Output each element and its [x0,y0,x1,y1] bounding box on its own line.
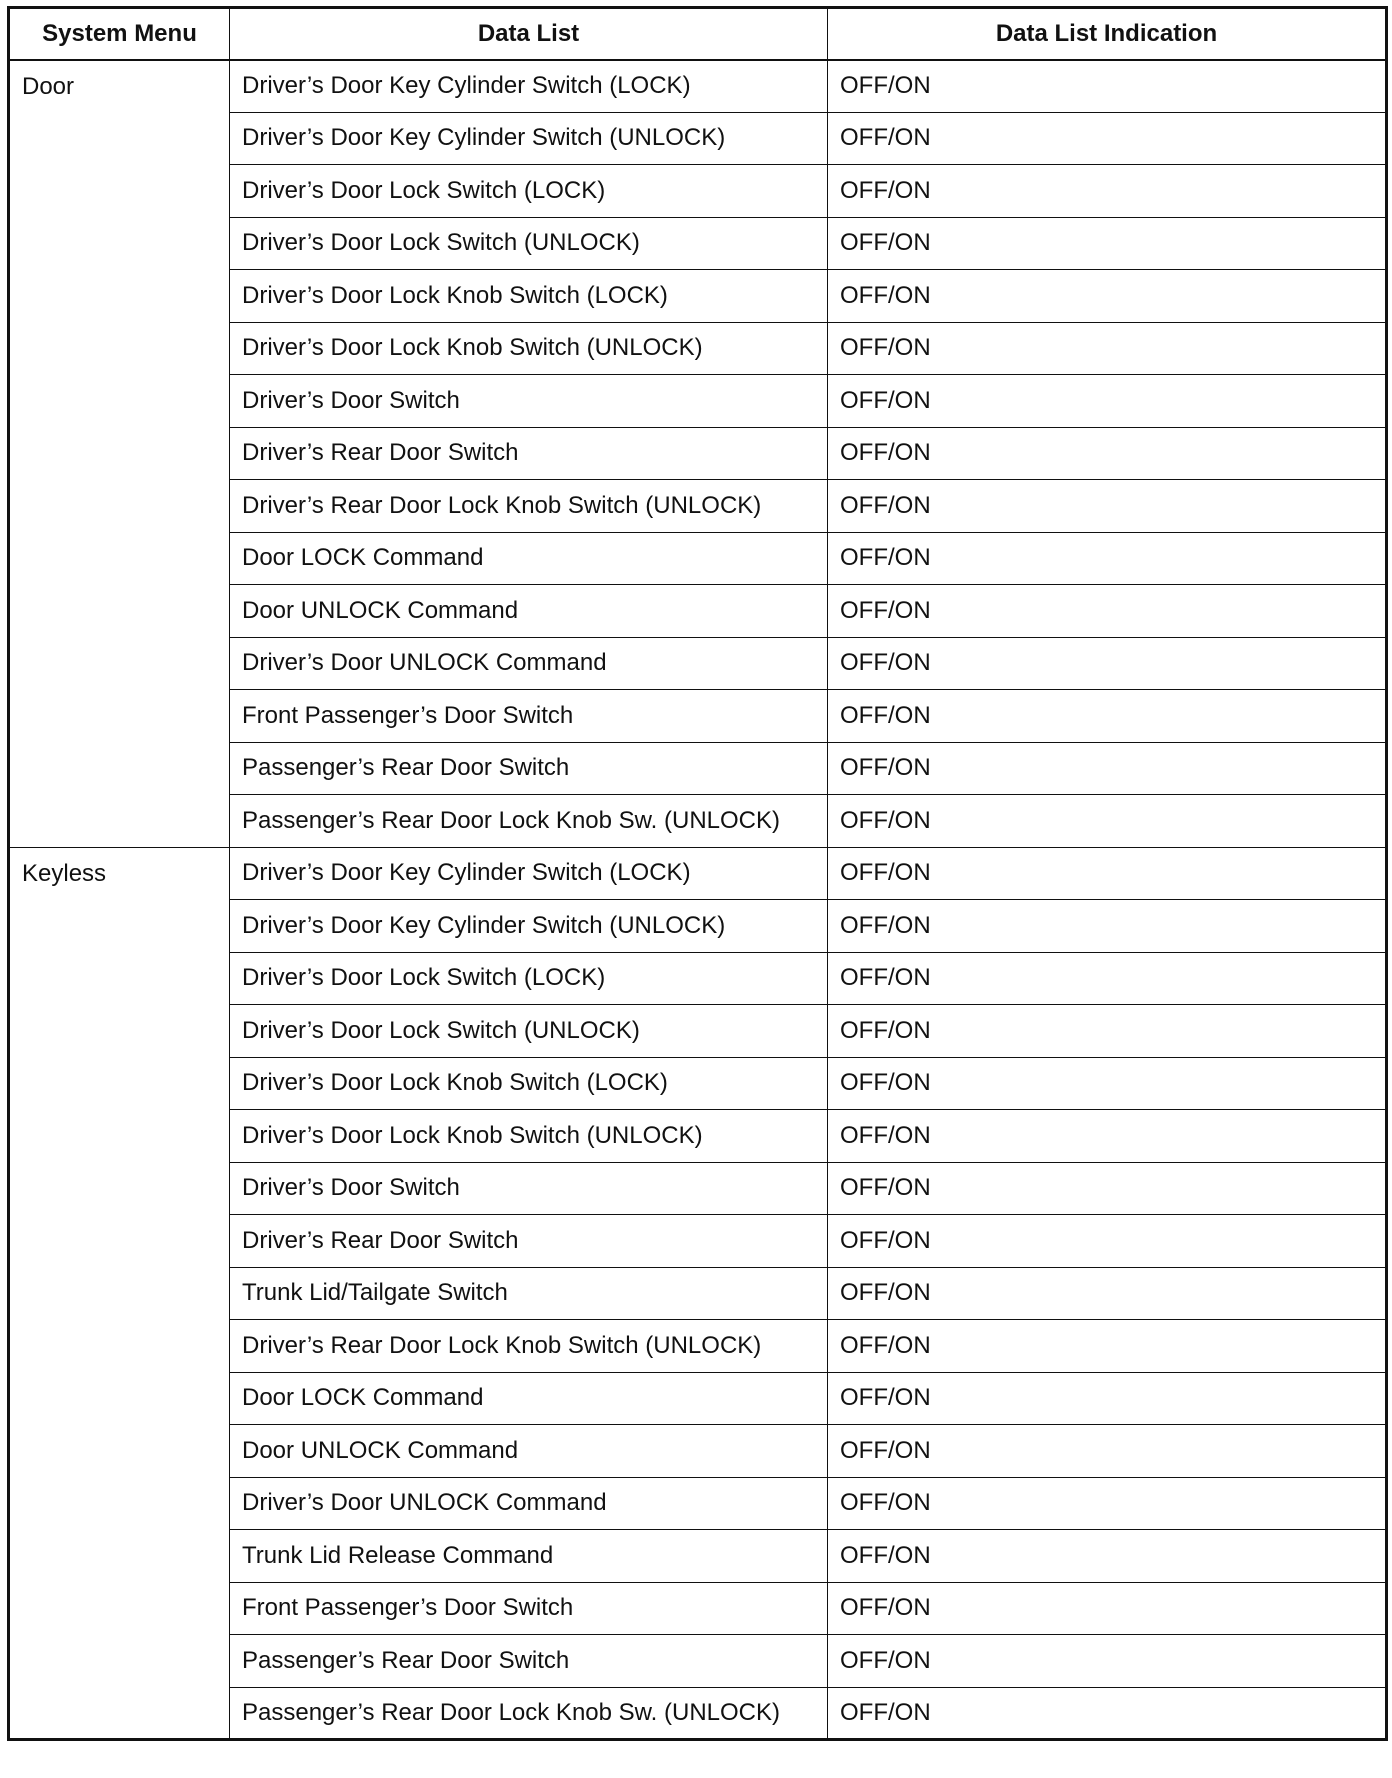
data-list-indication-cell: OFF/ON [828,217,1387,270]
data-list-indication-cell: OFF/ON [828,60,1387,113]
data-list-indication-cell: OFF/ON [828,270,1387,323]
table-body [9,60,1387,1740]
data-list-item-cell: Trunk Lid/Tailgate Switch [230,1267,828,1320]
data-list-item-cell: Driver’s Door Lock Switch (LOCK) [230,165,828,218]
data-list-indication-cell: OFF/ON [828,637,1387,690]
data-list-item-cell: Driver’s Rear Door Lock Knob Switch (UNLOCK) [230,1320,828,1373]
data-list-indication-cell: OFF/ON [828,165,1387,218]
data-list-item-cell: Door LOCK Command [230,532,828,585]
data-list-indication-cell: OFF/ON [828,1005,1387,1058]
system-menu-cell: Keyless [9,847,230,1740]
data-list-item-cell: Passenger’s Rear Door Switch [230,742,828,795]
data-list-item-cell: Trunk Lid Release Command [230,1530,828,1583]
header-data-list-indication: Data List Indication [828,8,1387,60]
data-list-indication-cell: OFF/ON [828,1687,1387,1740]
data-list-item-cell: Driver’s Door Key Cylinder Switch (UNLOCK) [230,900,828,953]
data-list-indication-cell: OFF/ON [828,1320,1387,1373]
data-list-item-cell: Driver’s Door Lock Switch (UNLOCK) [230,217,828,270]
data-list-item-cell: Driver’s Door Switch [230,375,828,428]
data-list-indication-cell: OFF/ON [828,532,1387,585]
table-row [9,847,1387,900]
data-list-item-cell: Driver’s Door Lock Knob Switch (UNLOCK) [230,322,828,375]
data-list-indication-cell: OFF/ON [828,1372,1387,1425]
data-list-indication-cell: OFF/ON [828,1110,1387,1163]
data-list-item-cell: Driver’s Rear Door Switch [230,427,828,480]
data-list-indication-cell: OFF/ON [828,847,1387,900]
data-list-document [7,6,1385,1741]
data-list-item-cell: Driver’s Door Lock Switch (UNLOCK) [230,1005,828,1058]
data-list-item-cell: Driver’s Door UNLOCK Command [230,1477,828,1530]
header-data-list: Data List [230,8,828,60]
data-list-indication-cell: OFF/ON [828,375,1387,428]
data-list-item-cell: Passenger’s Rear Door Switch [230,1635,828,1688]
data-list-indication-cell: OFF/ON [828,322,1387,375]
table-row [9,60,1387,113]
data-list-indication-cell: OFF/ON [828,690,1387,743]
data-list-item-cell: Front Passenger’s Door Switch [230,690,828,743]
data-list-item-cell: Passenger’s Rear Door Lock Knob Sw. (UNLOCK) [230,795,828,848]
data-list-indication-cell: OFF/ON [828,480,1387,533]
data-list-item-cell: Door UNLOCK Command [230,1425,828,1478]
data-list-item-cell: Driver’s Door UNLOCK Command [230,637,828,690]
data-list-indication-cell: OFF/ON [828,1162,1387,1215]
data-list-indication-cell: OFF/ON [828,427,1387,480]
data-list-table [7,6,1388,1741]
table-header-row [9,8,1387,60]
header-system-menu: System Menu [9,8,230,60]
data-list-indication-cell: OFF/ON [828,742,1387,795]
data-list-indication-cell: OFF/ON [828,1215,1387,1268]
data-list-item-cell: Door LOCK Command [230,1372,828,1425]
data-list-item-cell: Driver’s Door Lock Knob Switch (LOCK) [230,270,828,323]
data-list-indication-cell: OFF/ON [828,952,1387,1005]
data-list-indication-cell: OFF/ON [828,112,1387,165]
data-list-item-cell: Passenger’s Rear Door Lock Knob Sw. (UNLOCK) [230,1687,828,1740]
data-list-indication-cell: OFF/ON [828,1530,1387,1583]
data-list-indication-cell: OFF/ON [828,1267,1387,1320]
data-list-indication-cell: OFF/ON [828,1582,1387,1635]
data-list-item-cell: Driver’s Door Lock Knob Switch (UNLOCK) [230,1110,828,1163]
data-list-indication-cell: OFF/ON [828,900,1387,953]
data-list-item-cell: Driver’s Door Lock Switch (LOCK) [230,952,828,1005]
data-list-item-cell: Driver’s Door Key Cylinder Switch (UNLOCK) [230,112,828,165]
data-list-item-cell: Driver’s Rear Door Lock Knob Switch (UNLOCK) [230,480,828,533]
data-list-item-cell: Driver’s Door Key Cylinder Switch (LOCK) [230,847,828,900]
data-list-indication-cell: OFF/ON [828,1635,1387,1688]
data-list-indication-cell: OFF/ON [828,585,1387,638]
system-menu-cell: Door [9,60,230,848]
data-list-indication-cell: OFF/ON [828,1477,1387,1530]
data-list-item-cell: Door UNLOCK Command [230,585,828,638]
data-list-indication-cell: OFF/ON [828,1057,1387,1110]
data-list-indication-cell: OFF/ON [828,1425,1387,1478]
data-list-item-cell: Front Passenger’s Door Switch [230,1582,828,1635]
data-list-item-cell: Driver’s Door Lock Knob Switch (LOCK) [230,1057,828,1110]
data-list-item-cell: Driver’s Door Switch [230,1162,828,1215]
data-list-indication-cell: OFF/ON [828,795,1387,848]
data-list-item-cell: Driver’s Rear Door Switch [230,1215,828,1268]
data-list-item-cell: Driver’s Door Key Cylinder Switch (LOCK) [230,60,828,113]
